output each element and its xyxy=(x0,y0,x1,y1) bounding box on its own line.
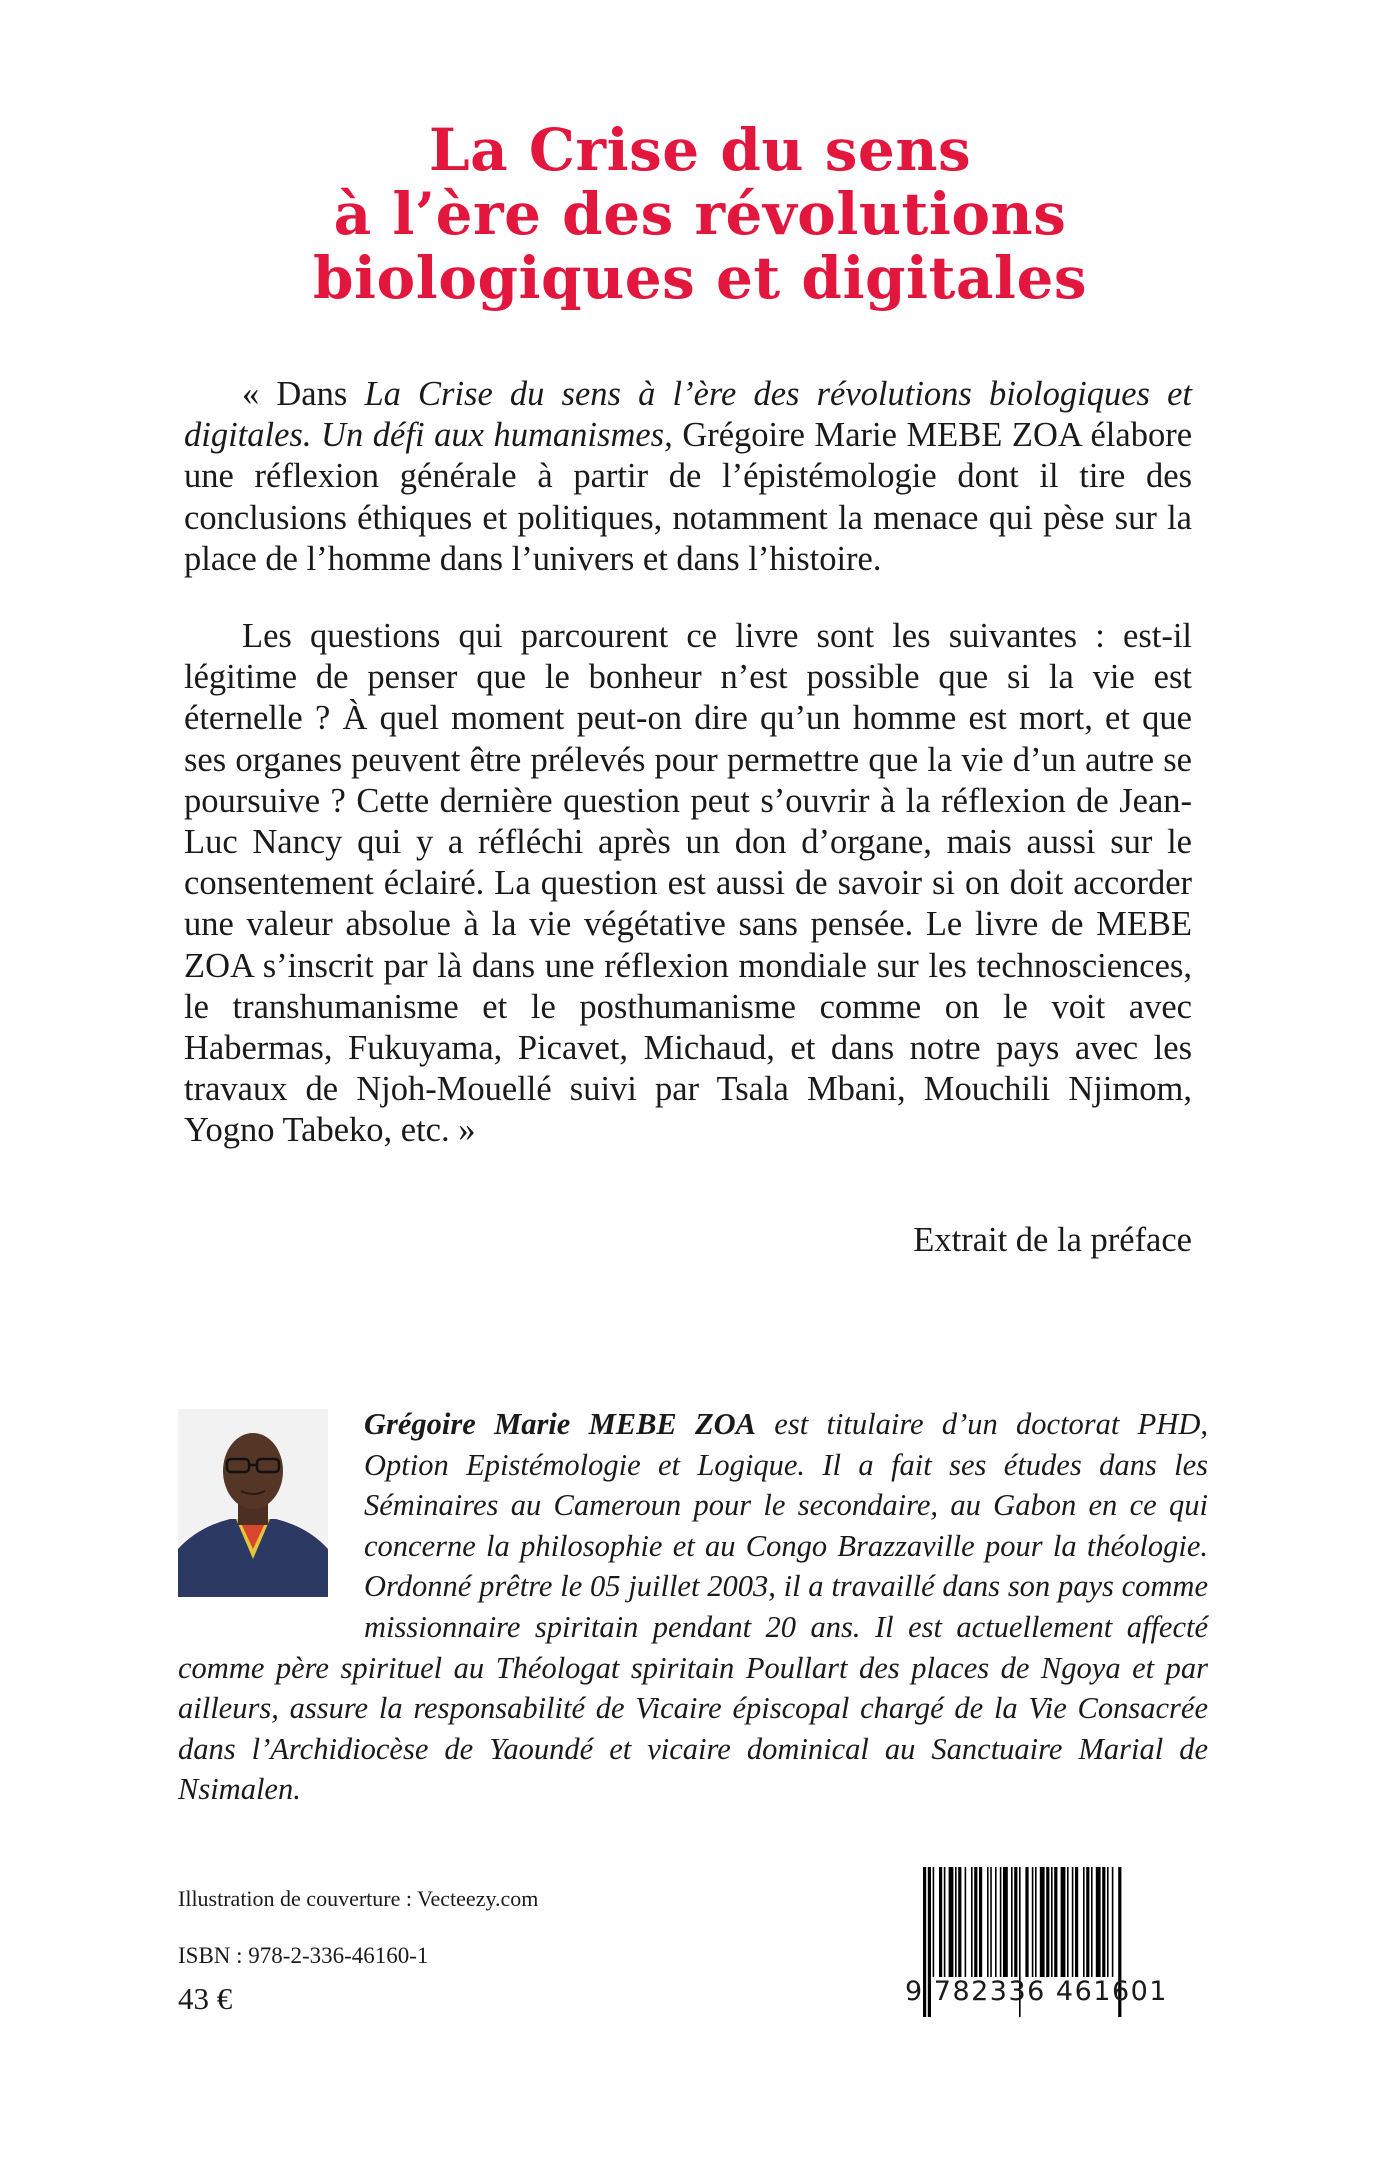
barcode-bar xyxy=(1054,1867,1057,1977)
barcode-bar xyxy=(1112,1867,1114,1977)
author-name: Grégoire Marie MEBE ZOA xyxy=(364,1407,757,1441)
barcode-digits: 9 782336 461601 xyxy=(905,1976,1168,2007)
barcode-bar xyxy=(944,1867,946,1977)
price: 43 € xyxy=(178,1981,233,2016)
author-bio-text: est titulaire d’un doctorat PHD, Option Epistémologie et Logique. Il a fait ses études dans les Séminaires au Cameroun pour le secondaire, au Gabon en ce qui concerne la philosophie et au Congo Brazzaville pour la théologie. Ordonné prêtre le 05 juillet 2003, il a travaillé dans son pays comme missionnaire spiritain pendant 20 ans. Il est actuellement affecté comme père spirituel au Théologat spiritain Poullart des places de Ngoya et par ailleurs, assure la responsabilité de Vicaire épiscopal chargé de la Vie Consacrée dans l’Archidiocèse de Yaoundé et vicaire dominical au Sanctuaire Marial de Nsimalen. xyxy=(178,1407,1208,1807)
preface-quote-paragraph-1 xyxy=(184,374,1192,580)
barcode-bar xyxy=(1096,1867,1101,1977)
title-line-3: biologiques et digitales xyxy=(312,244,1088,312)
quote-paragraph-1-text: Grégoire Marie MEBE ZOA élabore une réflexion générale à partir de l’épistémologie dont il tire des conclusions éthiques et politiques, notamment la menace qui pèse sur la place de l’homme dans l’univers et dans l’histoire. xyxy=(184,416,1193,578)
barcode-bar xyxy=(1075,1867,1078,1977)
barcode-bar xyxy=(1035,1867,1037,1977)
barcode-bar xyxy=(965,1867,967,1977)
barcode-bar xyxy=(958,1867,961,1977)
barcode-bar xyxy=(939,1867,942,1977)
barcode-bar xyxy=(1072,1867,1074,1977)
quote-open: « Dans xyxy=(242,375,365,413)
barcode-bar xyxy=(1011,1867,1013,1977)
barcode-bar xyxy=(1102,1867,1105,1977)
barcode-bar xyxy=(1091,1867,1093,1977)
isbn: ISBN : 978-2-336-46160-1 xyxy=(178,1943,429,1968)
barcode-bar xyxy=(974,1867,977,1977)
title-line-1: La Crise du sens xyxy=(428,116,972,184)
barcode-bar xyxy=(990,1867,992,1977)
barcode-bar xyxy=(1051,1867,1053,1977)
barcode-bar xyxy=(1032,1867,1034,1977)
barcode-bar xyxy=(1046,1867,1049,1977)
barcode-bar xyxy=(1107,1867,1109,1977)
barcode-bar xyxy=(1083,1867,1085,1977)
barcode-bar xyxy=(979,1867,982,1977)
barcode-bar xyxy=(1000,1867,1002,1977)
barcode-bar xyxy=(1061,1867,1066,1977)
preface-attribution: Extrait de la préface xyxy=(913,1221,1192,1259)
illustration-credit: Illustration de couverture : Vecteezy.com xyxy=(178,1886,539,1911)
author-bio xyxy=(178,1404,1208,1810)
barcode-bar xyxy=(1003,1867,1008,1977)
barcode-bar xyxy=(995,1867,997,1977)
quote-book-title: La Crise du sens à l’ère des révolutions biologiques et digitales. Un défi aux humanismes, xyxy=(184,375,1193,455)
barcode-bar xyxy=(949,1867,954,1977)
barcode-bar xyxy=(971,1867,973,1977)
title-line-2: à l’ère des révolutions xyxy=(333,180,1067,248)
preface-quote-paragraph-2 xyxy=(184,616,1192,1152)
author-photo xyxy=(178,1409,328,1597)
barcode-bar xyxy=(1086,1867,1089,1977)
barcode-bar xyxy=(1067,1867,1069,1977)
quote-paragraph-2-text: Les questions qui parcourent ce livre sont les suivantes : est-il légitime de penser que le bonheur n’est possible que si la vie est éternelle ? À quel moment peut-on dire qu’un homme est mort, et que ses organes peuvent être prélevés pour permettre que la vie d’un autre se poursuive ? Cette dernière question peut s’ouvrir à la réflexion de Jean-Luc Nancy qui y a réfléchi après un don d’organe, mais aussi sur le consentement éclairé. La question est aussi de savoir si on doit accorder une valeur absolue à la vie végétative sans pensée. Le livre de MEBE ZOA s’inscrit par là dans une réflexion mondiale sur les technosciences, le transhumanisme et le posthumanisme comme on le voit avec Habermas, Fukuyama, Picavet, Michaud, et dans notre pays avec les travaux de Njoh-Mouellé suivi par Tsala Mbani, Mouchili Njimom, Yogno Tabeko, etc. » xyxy=(184,617,1192,1150)
barcode-bar xyxy=(1014,1867,1017,1977)
barcode-bar xyxy=(987,1867,989,1977)
barcode-bar xyxy=(933,1867,935,1977)
barcode-bar xyxy=(955,1867,957,1977)
book-title xyxy=(0,118,1400,310)
barcode-bar xyxy=(1025,1867,1028,1977)
barcode-bar xyxy=(1040,1867,1045,1977)
